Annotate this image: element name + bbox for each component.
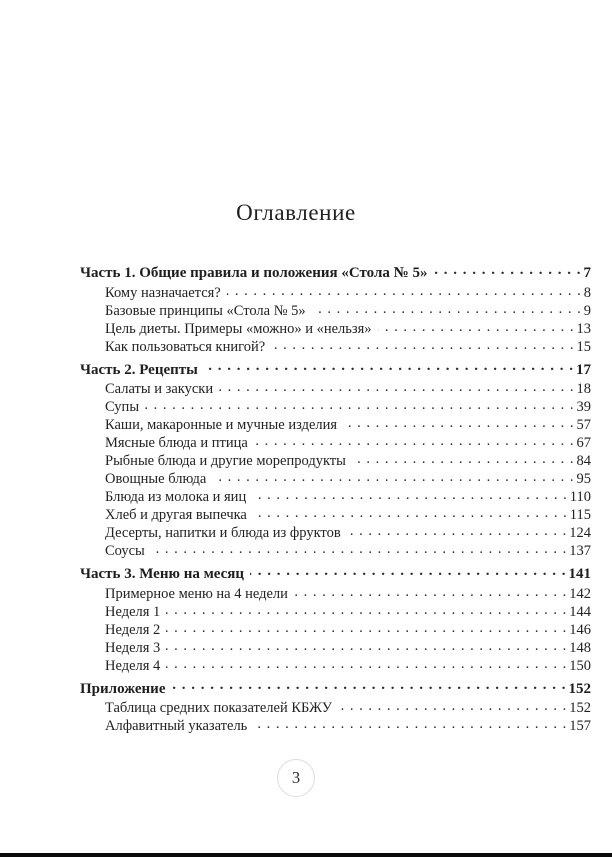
dot-leader: [312, 303, 581, 315]
toc-entry-label: Часть 1. Общие правила и положения «Стола № 5»: [80, 265, 428, 281]
toc-entry-label: Приложение: [80, 680, 166, 697]
toc-entry: [80, 657, 591, 675]
toc-entry-label: Часть 3. Меню на месяц: [80, 566, 245, 582]
toc-entry-label: Салаты и закуски: [105, 381, 214, 397]
toc-entry: [80, 380, 591, 398]
toc-entry-label: Блюда из молока и яиц: [105, 489, 247, 505]
dot-leader: [271, 339, 573, 351]
toc-entry: [80, 488, 591, 506]
dot-leader: [145, 399, 573, 411]
toc-entry-page-number: 148: [569, 639, 591, 656]
toc-entry: [80, 416, 591, 434]
toc-entry-page-number: 84: [576, 453, 591, 469]
toc-entry-label: Таблица средних показателей КБЖУ: [105, 700, 333, 716]
toc-section-header: [80, 264, 591, 284]
toc-section-header: [80, 565, 591, 585]
toc-entry-page-number: 157: [569, 718, 591, 734]
toc-entry-label: Супы: [105, 399, 140, 415]
toc-entry-label: Каши, макаронные и мучные изделия: [105, 417, 338, 433]
toc-entry: [80, 524, 591, 542]
toc-entry-label: Мясные блюда и птица: [105, 435, 248, 451]
dot-leader: [219, 381, 573, 393]
toc-entry-label: Часть 2. Рецепты: [80, 361, 198, 378]
toc-entry-label: Базовые принципы «Стола № 5»: [105, 302, 306, 319]
toc-entry-page-number: 150: [569, 657, 591, 674]
dot-leader: [166, 640, 566, 652]
dot-leader: [352, 453, 574, 465]
toc-entry: [80, 585, 591, 603]
toc-entry-label: Как пользоваться книгой?: [105, 338, 266, 355]
dot-leader: [343, 417, 573, 429]
toc-entry-label: Соусы: [105, 543, 145, 559]
toc-entry-label: Хлеб и другая выпечка: [105, 507, 247, 523]
toc-entry: [80, 398, 591, 416]
toc-section-header: [80, 361, 591, 381]
dot-leader: [166, 604, 566, 616]
toc-entry-page-number: 8: [583, 284, 591, 301]
dot-leader: [166, 658, 566, 670]
screen-edge-bar: [0, 853, 612, 857]
toc-entry-page-number: 13: [576, 320, 591, 337]
toc-entry-page-number: 137: [569, 543, 591, 559]
dot-leader: [338, 700, 566, 712]
toc-entry: [80, 621, 591, 639]
dot-leader: [433, 265, 580, 277]
toc-entry-label: Неделя 4: [105, 657, 161, 674]
toc-entry-page-number: 15: [576, 338, 591, 355]
toc-entry: [80, 338, 591, 356]
toc-entry: [80, 717, 591, 735]
toc-entry-page-number: 146: [569, 621, 591, 638]
toc-entry-page-number: 9: [583, 302, 591, 319]
toc-entry: [80, 699, 591, 717]
toc-entry-page-number: 152: [569, 700, 591, 716]
toc-entry-page-number: 142: [569, 585, 591, 602]
toc-entry-page-number: 110: [569, 489, 591, 505]
dot-leader: [204, 362, 573, 374]
dot-leader: [253, 507, 567, 519]
toc-entry-label: Неделя 1: [105, 603, 161, 620]
dot-leader: [212, 471, 573, 483]
toc-entry-label: Неделя 3: [105, 639, 161, 656]
dot-leader: [166, 622, 566, 634]
toc-entry-page-number: 144: [569, 603, 591, 620]
dot-leader: [253, 718, 566, 730]
page-number: 3: [291, 768, 301, 787]
toc-section-header: [80, 680, 591, 700]
toc-entry: [80, 542, 591, 560]
toc-entry: [80, 320, 591, 338]
dot-leader: [294, 586, 566, 598]
toc-entry-page-number: 39: [576, 399, 591, 415]
dot-leader: [378, 321, 574, 333]
toc-entry-page-number: 152: [568, 680, 591, 697]
dot-leader: [347, 525, 567, 537]
toc-entry-label: Рыбные блюда и другие морепродукты: [105, 453, 346, 469]
dot-leader: [171, 681, 565, 693]
toc-entry-label: Примерное меню на 4 недели: [105, 585, 288, 602]
toc-entry-label: Цель диеты. Примеры «можно» и «нельзя»: [105, 320, 372, 337]
dot-leader: [151, 543, 566, 555]
toc-entry: [80, 470, 591, 488]
table-of-contents: [80, 264, 591, 735]
toc-entry: [80, 284, 591, 302]
toc-entry-page-number: 7: [583, 265, 591, 281]
toc-entry: [80, 452, 591, 470]
toc-entry-page-number: 18: [576, 381, 591, 397]
toc-entry: [80, 434, 591, 452]
toc-entry-label: Десерты, напитки и блюда из фруктов: [105, 525, 341, 541]
toc-entry-label: Кому назначается?: [105, 284, 221, 301]
toc-entry: [80, 506, 591, 524]
toc-entry-page-number: 17: [576, 361, 591, 378]
page-title: Оглавление: [236, 200, 356, 225]
toc-entry-page-number: 124: [569, 525, 591, 541]
toc-entry-label: Алфавитный указатель: [105, 718, 248, 734]
dot-leader: [250, 566, 565, 578]
toc-entry-page-number: 67: [576, 435, 591, 451]
dot-leader: [252, 489, 567, 501]
toc-entry: [80, 302, 591, 320]
page-number-area: [0, 759, 602, 797]
toc-entry-page-number: 141: [568, 566, 591, 582]
toc-list: [80, 264, 591, 735]
toc-entry-page-number: 115: [569, 507, 591, 523]
toc-entry-label: Овощные блюда: [105, 471, 207, 487]
page-number-badge: [277, 759, 315, 797]
toc-entry: [80, 603, 591, 621]
toc-entry-label: Неделя 2: [105, 621, 161, 638]
toc-entry: [80, 639, 591, 657]
dot-leader: [254, 435, 574, 447]
toc-entry-page-number: 57: [576, 417, 591, 433]
dot-leader: [227, 285, 581, 297]
toc-entry-page-number: 95: [576, 471, 591, 487]
